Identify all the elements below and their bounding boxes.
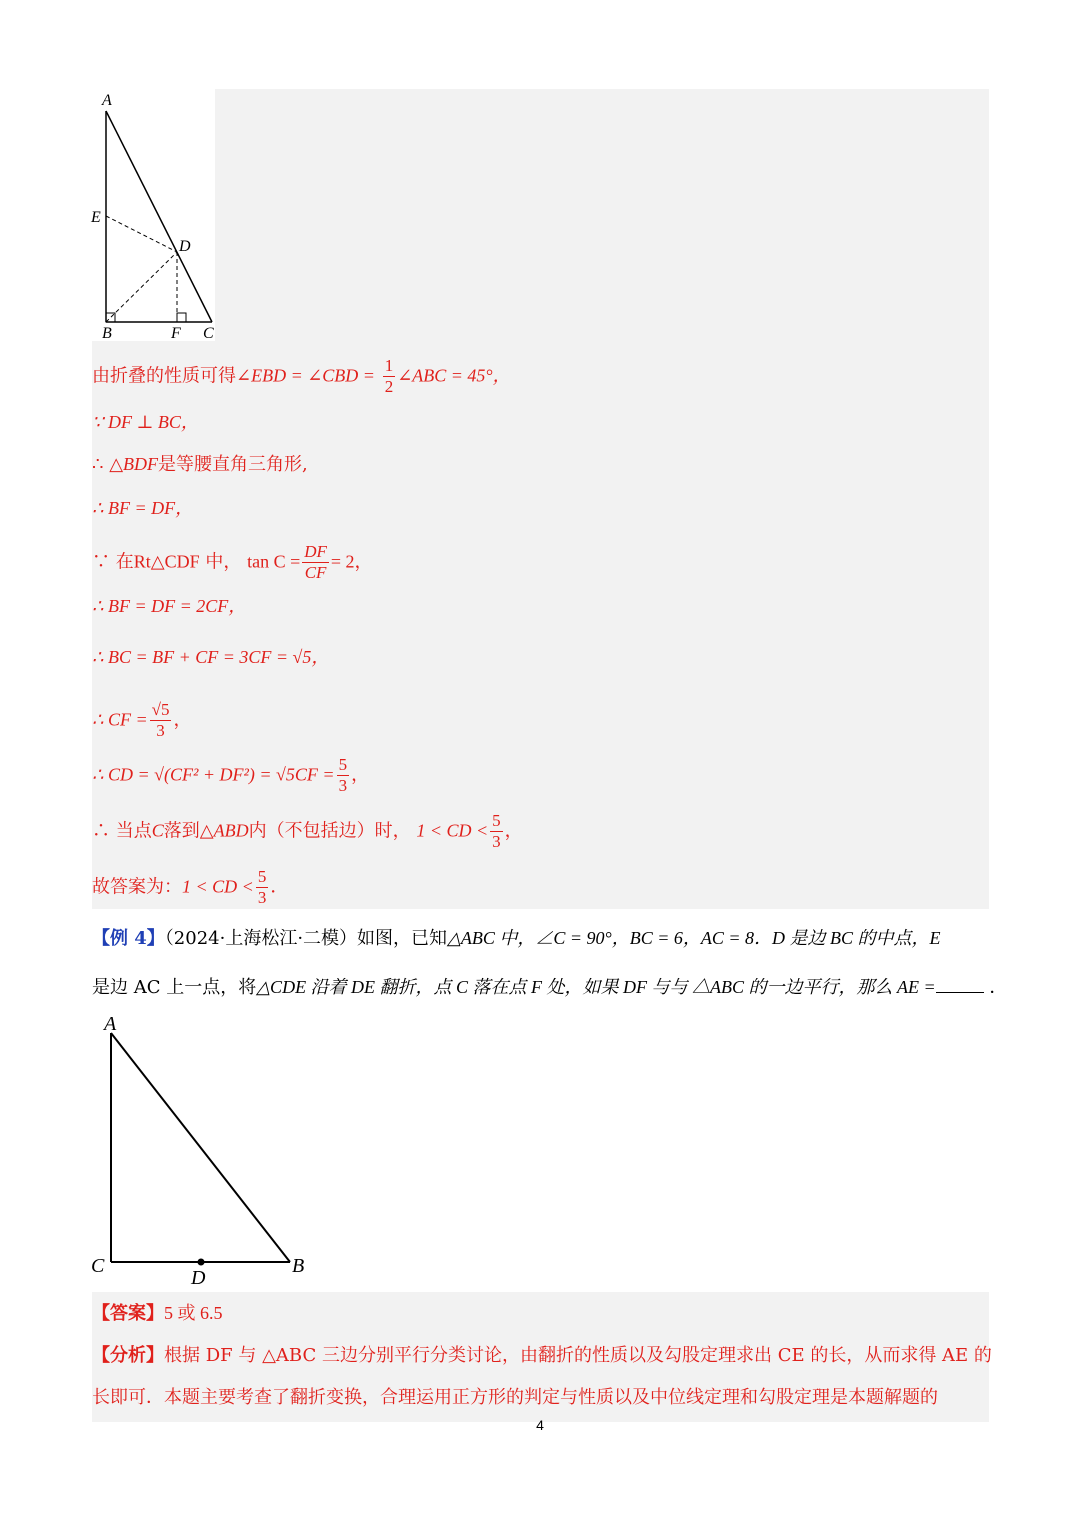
solution-line-7: ∴ BC = BF + CF = 3CF = √5， xyxy=(92,647,330,667)
fraction: $\frac{√5}{3}$ xyxy=(151,700,170,740)
fraction: $\frac{5}{3}$ xyxy=(338,755,348,795)
fraction: $\frac{DF}{CF}$ xyxy=(304,542,327,582)
solution-line-5: ∵ 在Rt△CDF 中， tan C = $\frac{DF}{CF}$ = 2， xyxy=(92,542,373,582)
fig1-label-c: C xyxy=(203,325,214,342)
fig2-label-c: C xyxy=(91,1255,105,1277)
figure1-triangle-diagram xyxy=(85,89,220,345)
solution-line-2: ∵ DF ⊥ BC， xyxy=(92,412,199,432)
fig1-label-a: A xyxy=(102,92,112,109)
analysis-line-1: 【分析】根据 DF 与 △ABC 三边分别平行分类讨论，由翻折的性质以及勾股定理求出 CE 的长，从而求得 AE 的 xyxy=(92,1345,992,1366)
page-number: 4 xyxy=(536,1417,544,1433)
solution-line-1: 由折叠的性质可得∠EBD = ∠CBD = $\frac{1}{2}$ ∠ABC = 45°， xyxy=(92,356,511,396)
fig2-label-b: B xyxy=(292,1255,305,1277)
answer-line: 【答案】5 或 6.5 xyxy=(92,1303,223,1324)
solution-line-8: ∴ CF = $\frac{√5}{3}$ ， xyxy=(92,700,192,740)
fig1-label-b: B xyxy=(102,325,112,342)
example4-line-1: 【例 4】（2024·上海松江·二模）如图，已知△ABC 中，∠C = 90°，BC = 6，AC = 8．D 是边 BC 的中点，E xyxy=(92,928,941,949)
fig1-label-f: F xyxy=(171,325,181,342)
fraction: $\frac{1}{2}$ xyxy=(384,356,394,396)
point-d xyxy=(198,1259,205,1266)
fig2-label-d: D xyxy=(191,1267,206,1289)
analysis-line-2: 长即可．本题主要考查了翻折变换，合理运用正方形的判定与性质以及中位线定理和勾股定理是本题解题的 xyxy=(92,1387,938,1408)
solution-line-3: ∴ △BDF是等腰直角三角形, xyxy=(92,454,308,475)
example-tag: 【例 4】 xyxy=(92,928,165,949)
solution-line-11: 故答案为：1 < CD < $\frac{5}{3}$ ． xyxy=(92,867,289,907)
fig1-label-d: D xyxy=(179,238,191,255)
fig1-label-e: E xyxy=(91,209,101,226)
fraction: $\frac{5}{3}$ xyxy=(492,811,501,851)
solution-line-9: ∴ CD = √(CF² + DF²) = √5CF = $\frac{5}{3}$ ， xyxy=(92,755,370,795)
example4-line-2: 是边 AC 上一点，将△CDE 沿着 DE 翻折，点 C 落在点 F 处，如果 DF 与与 △ABC 的一边平行，那么 AE = ． xyxy=(92,973,1007,1002)
fraction: $\frac{5}{3}$ xyxy=(257,867,267,907)
fig2-label-a: A xyxy=(104,1013,117,1035)
figure2-triangle-diagram xyxy=(88,1008,318,1290)
answer-blank[interactable] xyxy=(936,974,984,993)
solution-line-4: ∴ BF = DF， xyxy=(92,498,194,518)
solution-line-6: ∴ BF = DF = 2CF， xyxy=(92,596,247,616)
solution-line-10: ∴ 当点C落到△ABD内（不包括边）时， 1 < CD < $\frac{5}{3}$ ， xyxy=(92,811,523,851)
